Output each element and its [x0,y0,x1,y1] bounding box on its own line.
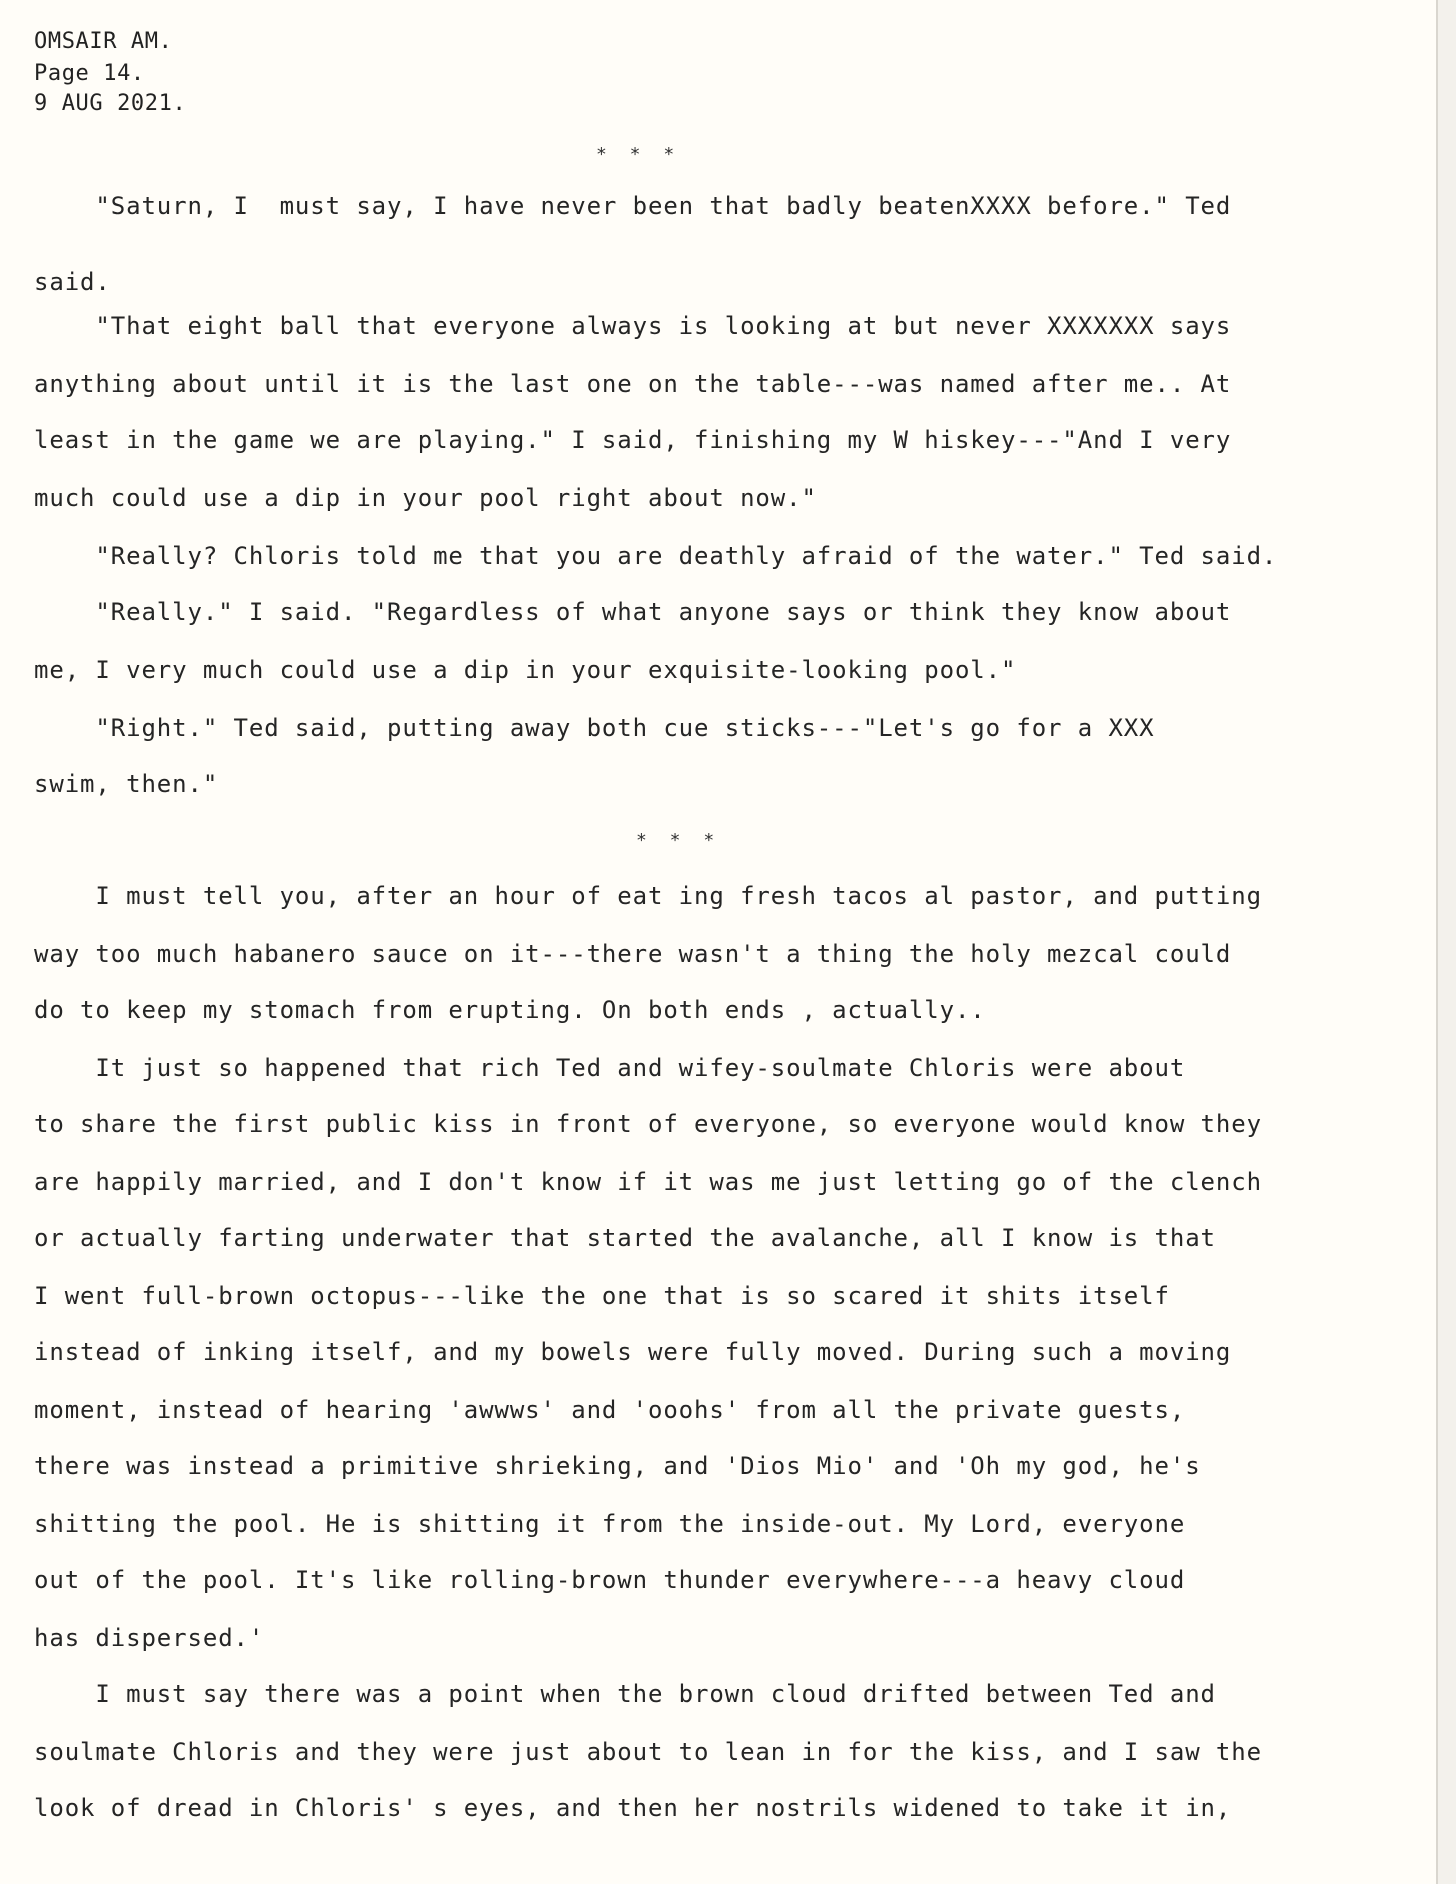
text-line: least in the game we are playing." I said, finishing my W hiskey---"And I very [34,426,1232,454]
section-separator: * * * [636,830,721,851]
text-line: soulmate Chloris and they were just about to lean in for the kiss, and I saw the [34,1738,1262,1766]
text-line: way too much habanero sauce on it---there wasn't a thing the holy mezcal could [34,940,1232,968]
text-line: It just so happened that rich Ted and wifey-soulmate Chloris were about [34,1054,1186,1082]
text-line: "Saturn, I must say, I have never been that badly beatenXXXX before." Ted [34,192,1232,220]
text-line: there was instead a primitive shrieking, and 'Dios Mio' and 'Oh my god, he's [34,1452,1201,1480]
text-line: me, I very much could use a dip in your exquisite-looking pool." [34,656,1017,684]
text-line: instead of inking itself, and my bowels were fully moved. During such a moving [34,1338,1232,1366]
page-edge [1438,0,1456,1884]
section-separator: * * * [596,144,681,165]
text-line: swim, then." [34,770,219,798]
text-line: to share the first public kiss in front of everyone, so everyone would know they [34,1110,1262,1138]
header-page-number: Page 14. [34,61,145,86]
header-author: OMSAIR AM. [34,29,173,54]
text-line: "Really." I said. "Regardless of what anyone says or think they know about [34,598,1232,626]
text-line: do to keep my stomach from erupting. On both ends , actually.. [34,996,986,1024]
text-line: I must tell you, after an hour of eat ing fresh tacos al pastor, and putting [34,882,1262,910]
text-line: are happily married, and I don't know if it was me just letting go of the clench [34,1168,1262,1196]
text-line: or actually farting underwater that started the avalanche, all I know is that [34,1224,1216,1252]
text-line: "Really? Chloris told me that you are deathly afraid of the water." Ted said. [34,542,1278,570]
text-line: moment, instead of hearing 'awwws' and 'ooohs' from all the private guests, [34,1396,1186,1424]
text-line: look of dread in Chloris' s eyes, and then her nostrils widened to take it in, [34,1794,1232,1822]
text-line: shitting the pool. He is shitting it from the inside-out. My Lord, everyone [34,1510,1186,1538]
text-line: has dispersed.' [34,1624,265,1652]
text-line: "Right." Ted said, putting away both cue sticks---"Let's go for a XXX [34,714,1155,742]
text-line: I must say there was a point when the brown cloud drifted between Ted and [34,1680,1216,1708]
text-line: "That eight ball that everyone always is looking at but never XXXXXXX says [34,312,1232,340]
text-line: much could use a dip in your pool right about now." [34,484,817,512]
text-line: anything about until it is the last one on the table---was named after me.. At [34,370,1232,398]
header-date: 9 AUG 2021. [34,91,187,116]
text-line: said. [34,268,111,296]
text-line: I went full-brown octopus---like the one that is so scared it shits itself [34,1282,1170,1310]
text-line: out of the pool. It's like rolling-brown thunder everywhere---a heavy cloud [34,1566,1186,1594]
